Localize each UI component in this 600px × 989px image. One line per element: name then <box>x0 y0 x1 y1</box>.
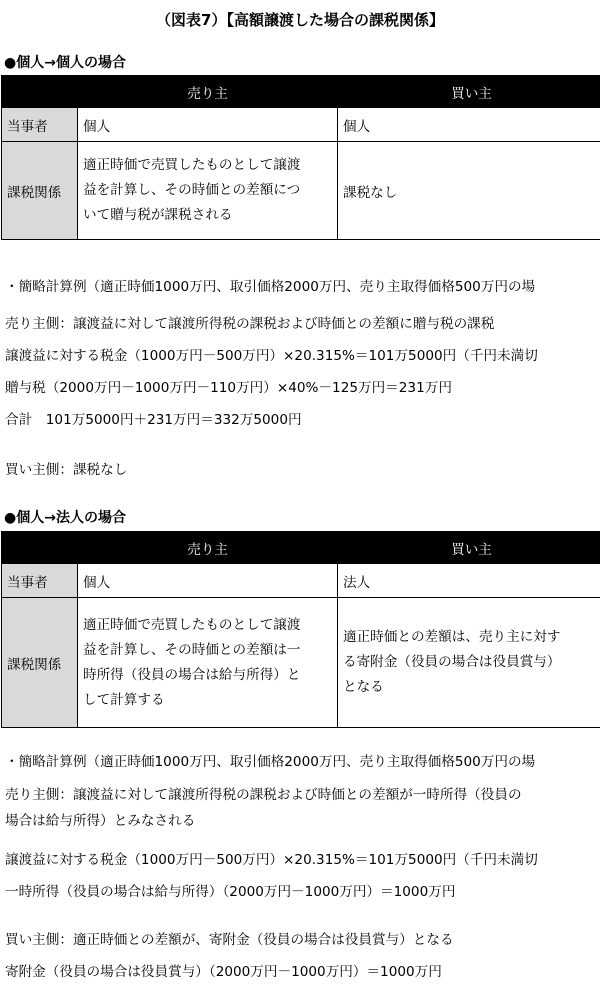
cell-line: いて贈与税が課税される <box>83 207 233 223</box>
table-row-tax <box>2 142 600 240</box>
party-buyer-cell: 個人 <box>338 108 600 142</box>
header-buyer: 買い主 <box>338 76 600 108</box>
tax-seller-cell <box>78 142 338 240</box>
table-header-row <box>2 76 600 108</box>
section1-table <box>1 75 600 240</box>
cell-line: 益を計算し、その時価との差額は一 <box>83 641 301 658</box>
header-blank-cell <box>2 76 78 108</box>
row-label-tax: 課税関係 <box>2 598 78 728</box>
text-line: 譲渡益に対する税金（1000万円－500万円）×20.315%＝101万5000円（千円未満切 <box>5 348 538 364</box>
text-line: ・簡略計算例（適正時価1000万円、取引価格2000万円、売り主取得価格500万円の場 <box>5 279 536 295</box>
cell-line: 適正時価で売買したものとして譲渡 <box>83 616 301 633</box>
tax-buyer-cell: 課税なし <box>338 142 600 240</box>
section2-heading: ●個人→法人の場合 <box>4 510 126 526</box>
text-line: 売り主側：譲渡益に対して譲渡所得税の課税および時価との差額が一時所得（役員の <box>5 787 522 803</box>
text-line: 売り主側：譲渡益に対して譲渡所得税の課税および時価との差額に贈与税の課税 <box>5 316 495 332</box>
party-buyer-cell: 法人 <box>338 564 600 598</box>
tax-buyer-cell <box>338 598 600 728</box>
cell-line: 適正時価で売買したものとして譲渡 <box>83 157 301 173</box>
row-label-tax: 課税関係 <box>2 142 78 240</box>
header-buyer: 買い主 <box>338 532 600 564</box>
row-label-party: 当事者 <box>2 564 78 598</box>
table-header-row <box>2 532 600 564</box>
cell-line: 適正時価との差額は、売り主に対す <box>343 629 561 645</box>
text-line: 買い主側：課税なし <box>5 462 128 478</box>
section1-heading: ●個人→個人の場合 <box>4 55 126 71</box>
cell-line: 時所得（役員の場合は給与所得）と <box>83 666 301 683</box>
cell-line: 益を計算し、その時価との差額につ <box>83 182 301 198</box>
tax-seller-cell <box>78 598 338 728</box>
row-label-party: 当事者 <box>2 108 78 142</box>
table-row-party <box>2 108 600 142</box>
table-row-party <box>2 564 600 598</box>
text-line: 譲渡益に対する税金（1000万円－500万円）×20.315%＝101万5000円（千円未満切 <box>5 852 538 868</box>
cell-line: となる <box>343 679 384 695</box>
text-line: 贈与税（2000万円－1000万円－110万円）×40%－125万円＝231万円 <box>5 380 452 396</box>
text-line: 寄附金（役員の場合は役員賞与）（2000万円－1000万円）＝1000万円 <box>5 964 442 980</box>
header-seller: 売り主 <box>78 76 338 108</box>
cell-line: る寄附金（役員の場合は役員賞与） <box>343 654 561 670</box>
header-seller: 売り主 <box>78 532 338 564</box>
text-line: ・簡略計算例（適正時価1000万円、取引価格2000万円、売り主取得価格500万円の場 <box>5 754 536 770</box>
text-line: 買い主側：適正時価との差額が、寄附金（役員の場合は役員賞与）となる <box>5 932 454 948</box>
header-blank-cell <box>2 532 78 564</box>
text-line: 合計 101万5000円＋231万円＝332万5000円 <box>5 412 302 428</box>
cell-line: して計算する <box>83 691 165 708</box>
figure-title: （図表7）【高額譲渡した場合の課税関係】 <box>156 11 444 29</box>
text-line: 場合は給与所得）とみなされる <box>5 813 196 829</box>
table-row-tax <box>2 598 600 728</box>
section2-table <box>1 531 600 728</box>
text-line: 一時所得（役員の場合は給与所得）（2000万円－1000万円）＝1000万円 <box>5 884 456 900</box>
party-seller-cell: 個人 <box>78 108 338 142</box>
party-seller-cell: 個人 <box>78 564 338 598</box>
